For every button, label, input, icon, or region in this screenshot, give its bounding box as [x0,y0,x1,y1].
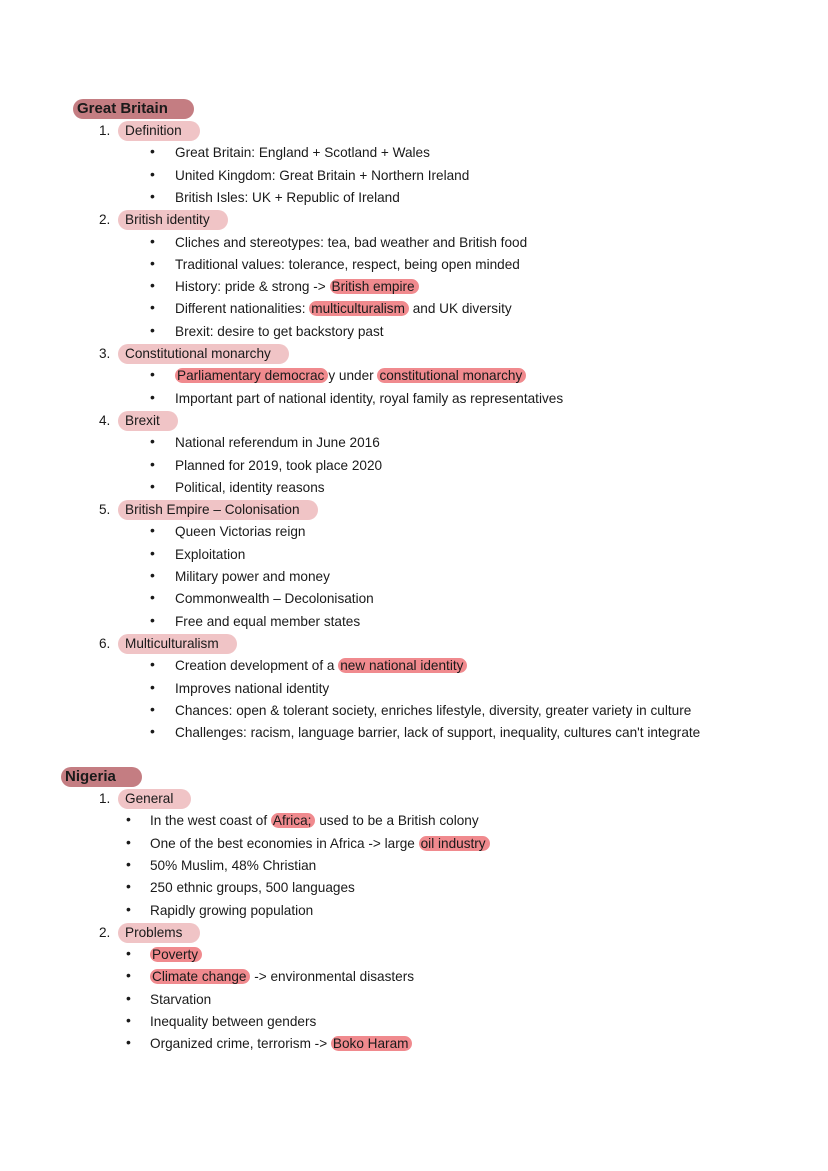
text-segment: 250 ethnic groups, 500 languages [150,880,355,896]
bullet-text [175,567,330,587]
bullet-text [175,545,245,565]
bullet-dot: • [126,855,131,872]
item-number: 4. [99,412,111,428]
bullet-dot: • [150,589,155,606]
text-segment: British Isles: UK + Republic of Ireland [175,189,400,205]
item-number: 1. [99,791,111,806]
bullet-dot: • [150,723,155,740]
text-segment: In the west coast of [150,813,271,829]
bullet-dot: • [150,455,155,472]
highlighted-text: constitutional monarchy [377,368,526,383]
item-number: 2. [99,924,111,940]
item-label: General [118,789,191,809]
bullet-dot: • [126,1012,131,1028]
item-number: 1. [99,123,111,138]
bullet-text [150,1034,412,1054]
text-segment: Military power and money [175,569,330,584]
bullet-text [150,856,316,876]
bullet-text [175,233,527,253]
text-segment: -> environmental disasters [250,969,415,985]
text-segment: Cliches and stereotypes: tea, bad weather and British food [175,234,528,250]
bullet-text [175,656,467,676]
text-segment: and UK diversity [408,301,512,317]
highlighted-text: Climate change [150,969,250,984]
bullet-dot: • [150,611,155,628]
bullet-text [150,901,313,921]
section-title: Great Britain [73,99,194,119]
text-segment: History: pride & strong -> [175,279,330,295]
bullet-dot: • [150,232,155,249]
text-segment: Starvation [150,991,212,1007]
text-segment: Creation development of a [175,658,339,674]
bullet-text [175,166,469,186]
text-segment: United Kingdom: Great Britain + Northern Ireland [175,167,470,183]
text-segment: Free and equal member states [175,613,361,629]
bullet-dot: • [126,900,131,917]
highlighted-text: new national identity [338,658,467,673]
bullet-text [150,811,479,831]
section-title: Nigeria [61,767,142,787]
bullet-dot: • [150,477,155,494]
bullet-dot: • [150,143,155,160]
bullet-text [175,589,374,609]
text-segment: Different nationalities: [175,301,310,317]
highlighted-text: British empire [330,279,419,294]
bullet-dot: • [150,678,155,695]
bullet-dot: • [150,388,155,405]
item-label: Brexit [118,411,178,431]
highlighted-text: Africa; [271,813,316,828]
bullet-text [175,522,305,542]
bullet-text [175,701,691,721]
bullet-text [175,433,380,453]
bullet-dot: • [126,811,131,828]
item-label: Constitutional monarchy [118,344,289,364]
item-label: Definition [118,121,200,141]
text-segment: Improves national identity [175,680,330,696]
bullet-dot: • [150,567,155,583]
bullet-text [175,143,430,163]
bullet-dot: • [150,187,155,204]
bullet-text [175,322,384,342]
text-segment: Exploitation [175,546,246,562]
bullet-dot: • [126,989,131,1006]
bullet-text [175,188,400,208]
bullet-dot: • [150,433,155,450]
text-segment: One of the best economies in Africa -> large [150,835,419,851]
item-number: 2. [99,212,111,228]
text-segment: Great Britain: England + Scotland + Wales [175,145,430,161]
text-segment: Important part of national identity, royal family as representatives [175,390,564,406]
highlighted-text: Poverty [150,947,202,962]
bullet-text [150,834,490,854]
bullet-text [150,878,355,898]
bullet-text [175,366,526,386]
bullet-text [150,967,414,987]
bullet-text [150,945,202,965]
bullet-text [175,299,512,319]
text-segment: Brexit: desire to get backstory past [175,323,384,339]
bullet-dot: • [150,165,155,182]
text-segment: Inequality between genders [150,1014,317,1029]
text-segment: Rapidly growing population [150,902,314,918]
item-number: 3. [99,346,111,361]
bullet-text [175,389,563,409]
text-segment: Organized crime, terrorism -> [150,1036,331,1052]
text-segment: 50% Muslim, 48% Christian [150,857,317,873]
text-segment: Political, identity reasons [175,479,325,495]
bullet-text [175,679,329,699]
item-label: British Empire – Colonisation [118,500,318,520]
text-segment: Planned for 2019, took place 2020 [175,457,383,473]
text-segment: used to be a British colony [315,813,479,829]
bullet-text [175,612,360,632]
bullet-text [175,456,382,476]
text-segment: Commonwealth – Decolonisation [175,591,374,607]
bullet-dot: • [126,1034,131,1051]
text-segment: National referendum in June 2016 [175,435,380,451]
bullet-dot: • [126,967,131,984]
bullet-dot: • [150,321,155,338]
bullet-dot: • [150,544,155,561]
item-number: 5. [99,502,111,518]
bullet-dot: • [126,878,131,895]
bullet-text [175,723,700,743]
item-label: British identity [118,210,228,230]
highlighted-text: oil industry [419,836,490,851]
bullet-dot: • [150,656,155,673]
highlighted-text: Parliamentary democrac [175,368,328,383]
bullet-dot: • [150,700,155,717]
bullet-dot: • [150,254,155,271]
bullet-text [150,1012,316,1032]
text-segment: Chances: open & tolerant society, enriches lifestyle, diversity, greater variety in culture [175,702,692,718]
text-segment: Queen Victorias reign [175,524,306,540]
text-segment: Traditional values: tolerance, respect, being open minded [175,256,520,272]
bullet-dot: • [126,945,131,962]
highlighted-text: Boko Haram [331,1036,413,1051]
item-label: Problems [118,923,200,943]
item-label: Multiculturalism [118,634,237,654]
bullet-dot: • [150,299,155,316]
text-segment: y under [328,368,378,384]
bullet-text [175,277,419,297]
bullet-text [175,255,520,275]
bullet-text [150,990,211,1010]
bullet-dot: • [150,366,155,383]
item-number: 6. [99,635,111,651]
bullet-dot: • [126,833,131,850]
highlighted-text: multiculturalism [309,301,409,316]
bullet-text [175,478,325,498]
text-segment: Challenges: racism, language barrier, lack of support, inequality, cultures can't integrate [175,725,701,741]
bullet-dot: • [150,277,155,294]
bullet-dot: • [150,522,155,539]
